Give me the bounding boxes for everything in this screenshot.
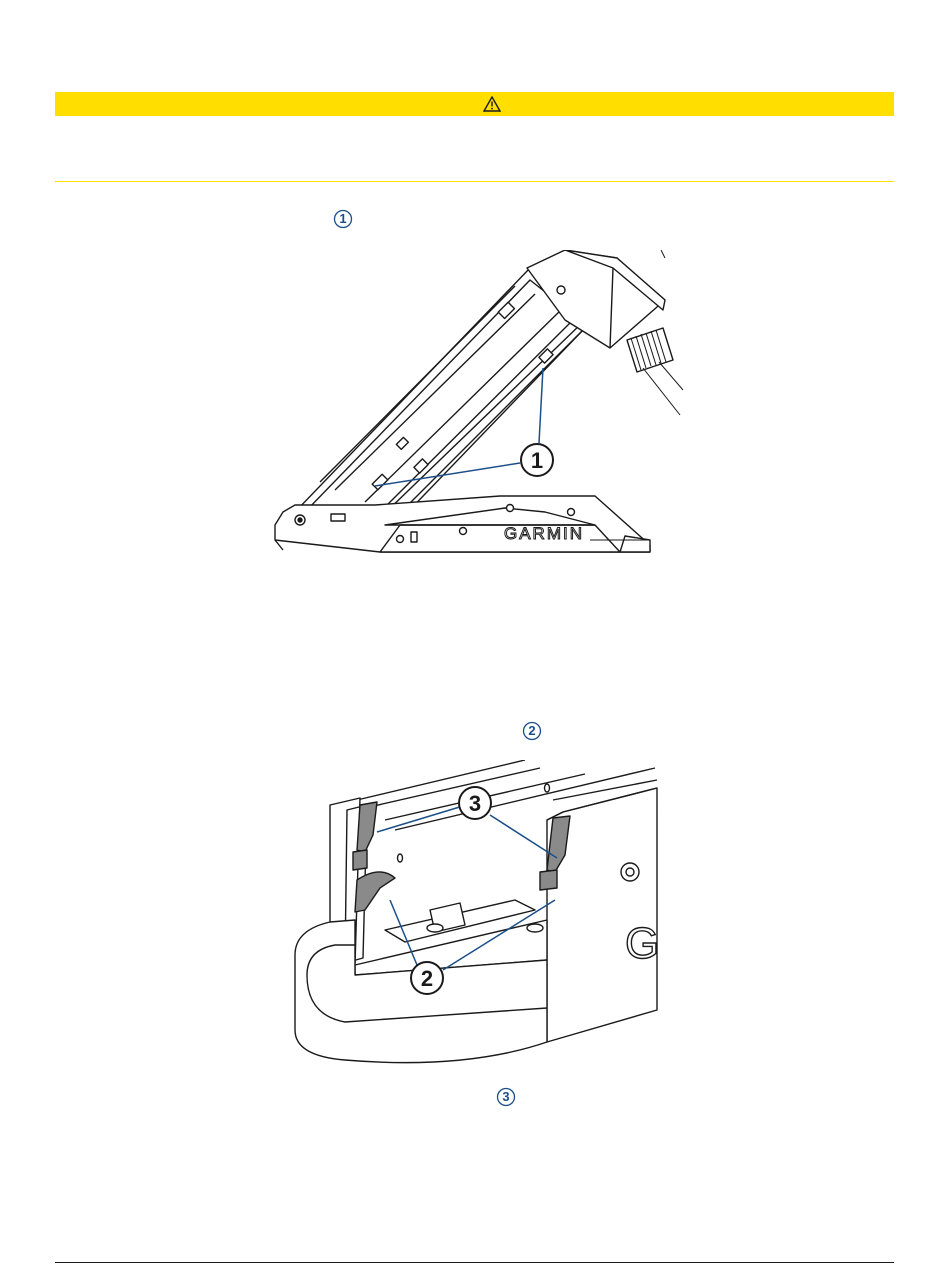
svg-text:2: 2 bbox=[420, 966, 434, 991]
garmin-logo-letter: G bbox=[625, 919, 660, 968]
warning-divider bbox=[55, 181, 894, 182]
warning-banner bbox=[55, 92, 894, 116]
footer-divider bbox=[55, 1262, 894, 1263]
callout-3-inline: 3 bbox=[496, 1087, 516, 1107]
mount-tilt-illustration bbox=[265, 250, 685, 560]
svg-text:3: 3 bbox=[468, 791, 482, 816]
callout-1-inline: 1 bbox=[333, 209, 353, 229]
svg-text:1: 1 bbox=[530, 448, 544, 473]
base-latch-illustration bbox=[285, 760, 665, 1070]
warning-triangle-icon bbox=[483, 96, 501, 112]
callout-2-inline: 2 bbox=[522, 721, 542, 741]
garmin-logo-text: GARMIN bbox=[504, 524, 584, 543]
